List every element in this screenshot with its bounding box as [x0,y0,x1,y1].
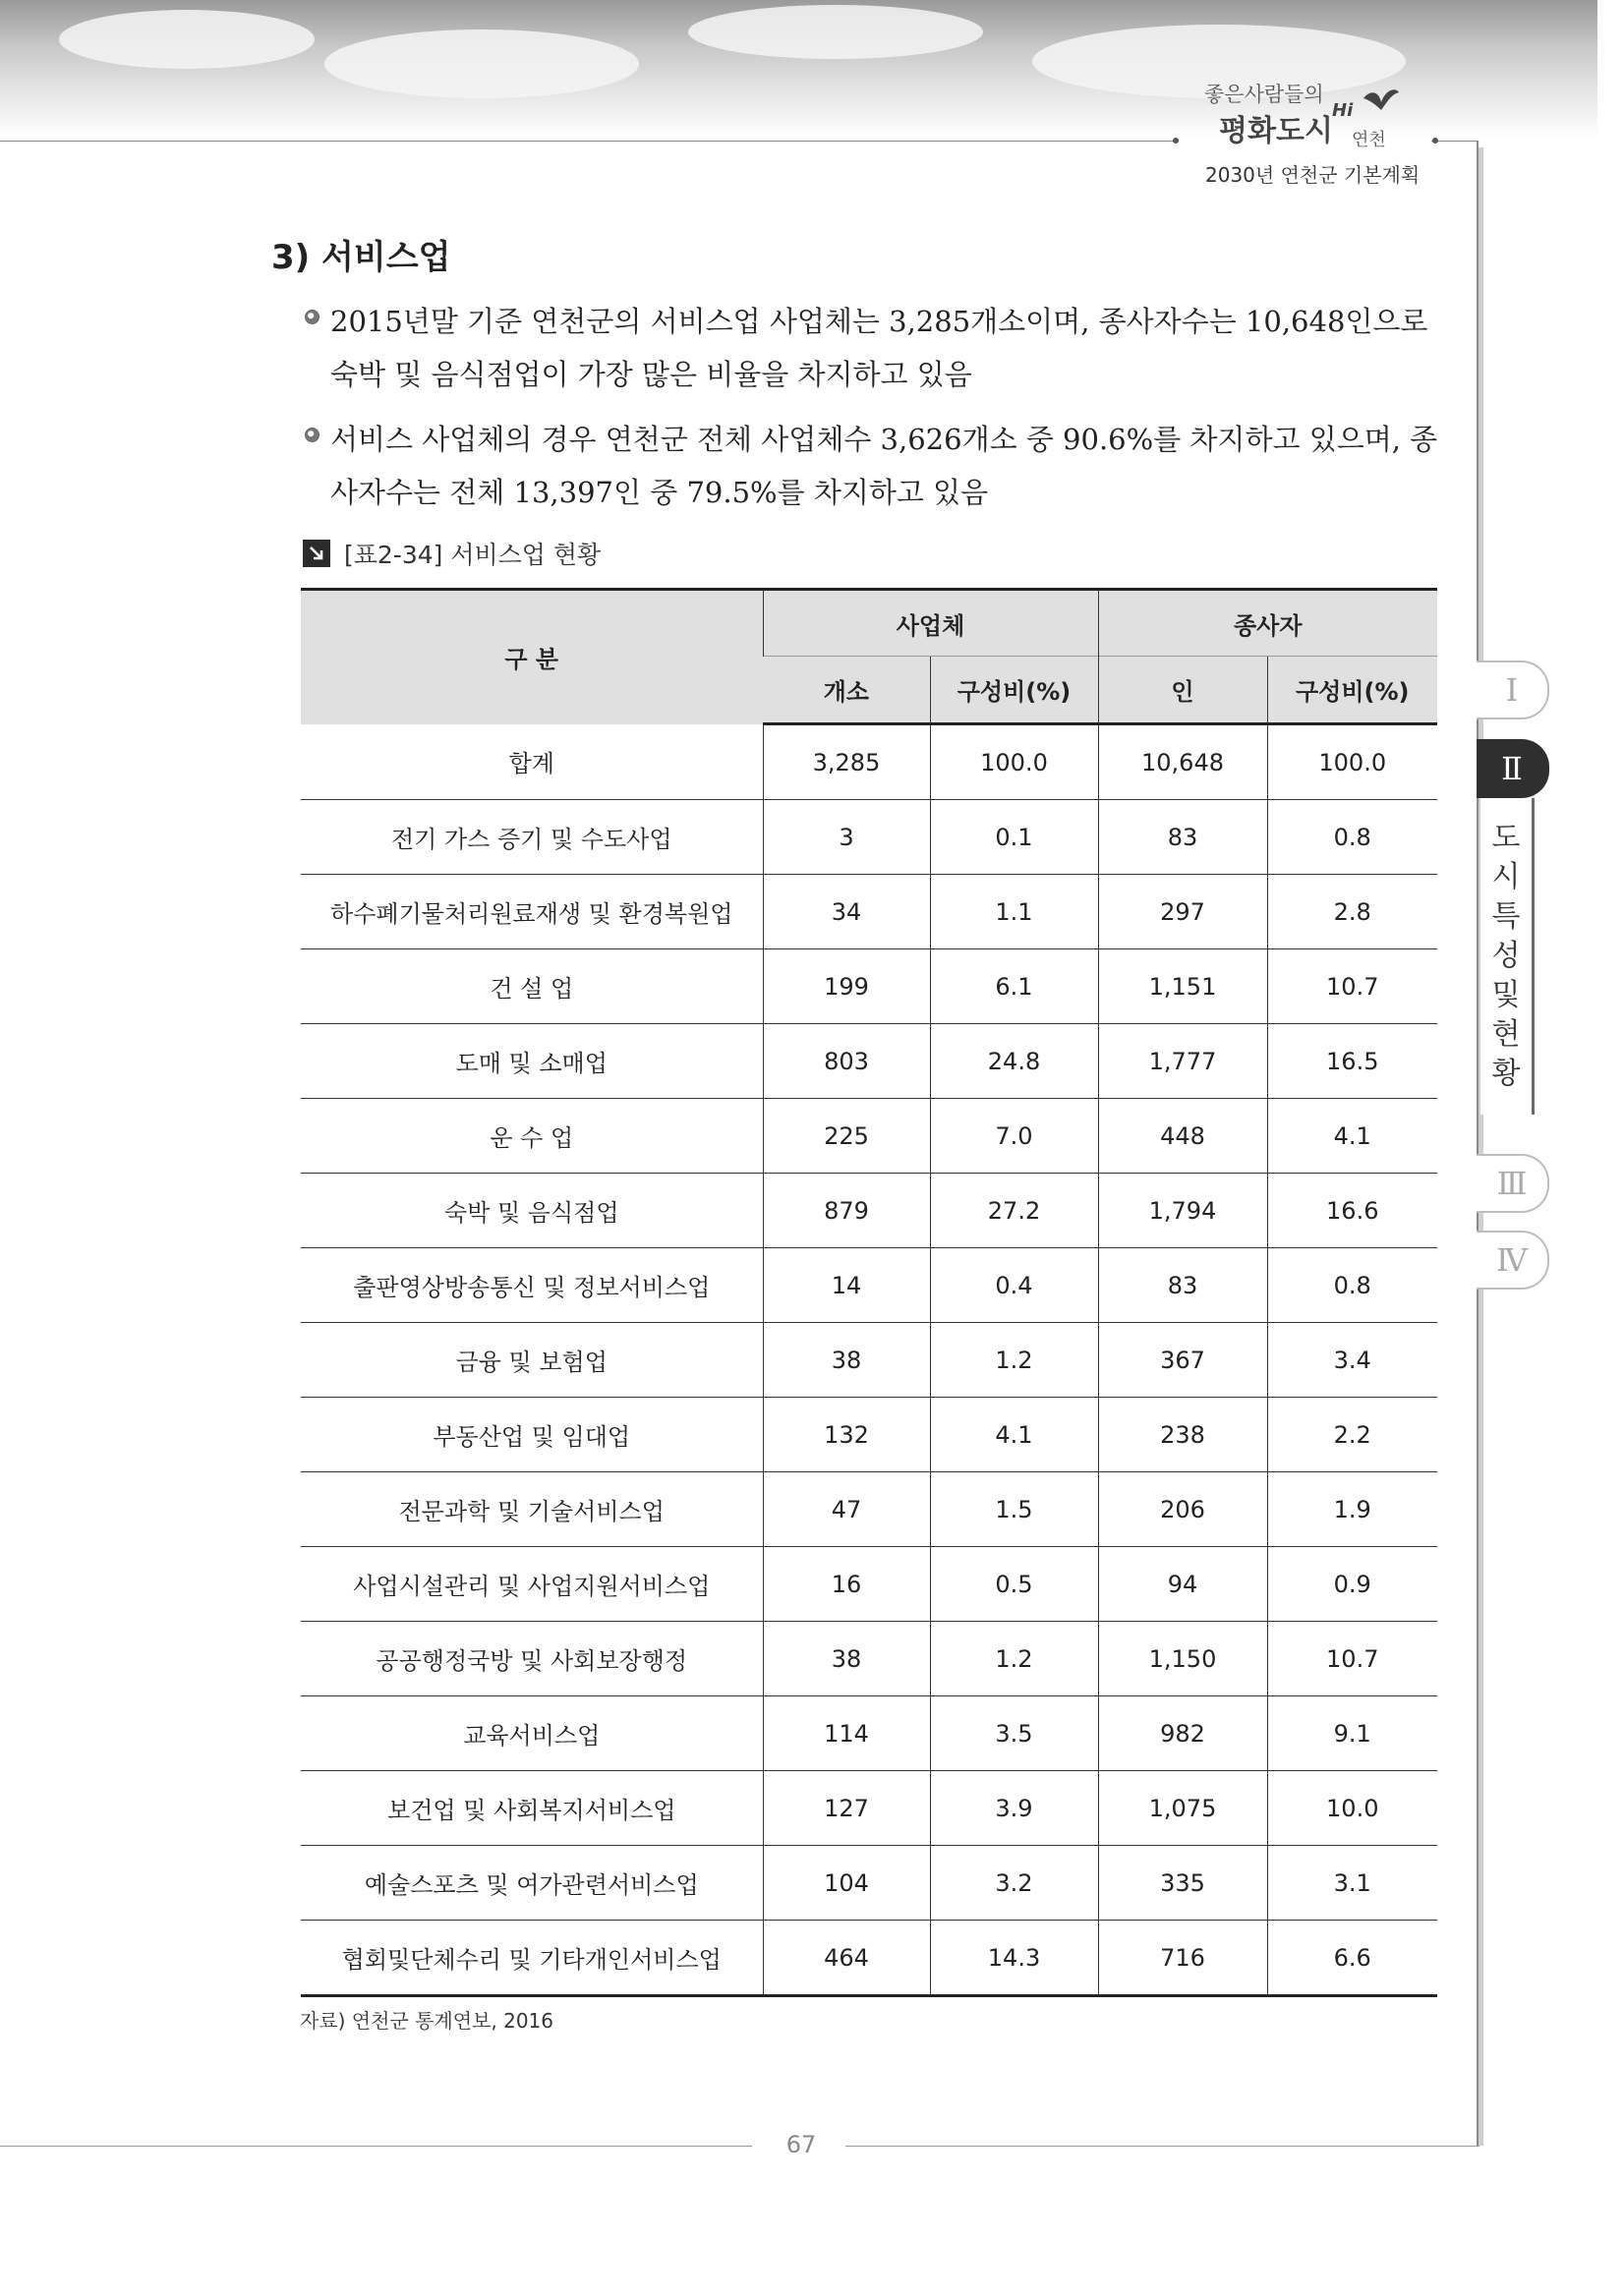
cell-ratio-business: 4.1 [930,1398,1098,1472]
cell-count: 14 [763,1248,930,1323]
table-row [301,1323,1437,1398]
cell-persons: 1,075 [1098,1771,1267,1846]
cell-ratio-business: 3.5 [930,1696,1098,1771]
cell-count: 114 [763,1696,930,1771]
plan-title: 2030년 연천군 기본계획 [1205,163,1421,187]
cell-category: 협회및단체수리 및 기타개인서비스업 [301,1921,763,1996]
chapter-tab-4[interactable]: Ⅳ [1477,1231,1549,1290]
header-group-business: 사업체 [763,590,1098,657]
cell-persons: 297 [1098,875,1267,949]
table-source: 자료) 연천군 통계연보, 2016 [300,2009,554,2033]
cell-count: 47 [763,1472,930,1547]
cell-ratio-business: 1.1 [930,875,1098,949]
cell-ratio-business: 3.9 [930,1771,1098,1846]
cell-persons: 10,648 [1098,724,1267,800]
cell-ratio-business: 0.4 [930,1248,1098,1323]
table-row [301,1248,1437,1323]
table-row [301,875,1437,949]
table-row [301,1696,1437,1771]
cell-ratio-business: 14.3 [930,1921,1098,1996]
cell-persons: 238 [1098,1398,1267,1472]
cell-count: 199 [763,949,930,1024]
table-body [301,724,1437,1996]
table-caption [303,536,601,571]
cell-count: 16 [763,1547,930,1622]
cell-category: 숙박 및 음식점업 [301,1174,763,1248]
chapter-tab-2[interactable]: Ⅱ [1477,739,1549,798]
chapter-label-char: 황 [1491,1057,1521,1091]
bird-icon [1362,86,1401,116]
table-row [301,1398,1437,1472]
arrow-down-right-icon [303,540,330,567]
chapter-label-char: 특 [1491,899,1521,934]
cell-ratio-workers: 10.7 [1267,1622,1437,1696]
cell-ratio-workers: 9.1 [1267,1696,1437,1771]
table-caption-text: [표2-34] 서비스업 현황 [344,541,602,569]
cell-count: 225 [763,1099,930,1174]
cell-ratio-workers: 1.9 [1267,1472,1437,1547]
header-col-ratio-business: 구성비(%) [930,657,1098,724]
chapter-label-char: 및 [1491,978,1521,1012]
bullet-item-1 [305,295,1455,401]
brand-hi: Hi [1332,100,1354,121]
cell-category: 도매 및 소매업 [301,1024,763,1099]
cell-ratio-workers: 2.2 [1267,1398,1437,1472]
cell-persons: 94 [1098,1547,1267,1622]
cell-count: 38 [763,1323,930,1398]
cell-ratio-workers: 3.1 [1267,1846,1437,1921]
cell-count: 104 [763,1846,930,1921]
cell-ratio-workers: 0.8 [1267,1248,1437,1323]
bullet-text-1: 2015년말 기준 연천군의 서비스업 사업체는 3,285개소이며, 종사자수는 10,648인으로 숙박 및 음식점업이 가장 많은 비율을 차지하고 있음 [330,305,1428,391]
cell-ratio-workers: 3.4 [1267,1323,1437,1398]
chapter-label-char: 현 [1491,1017,1521,1052]
cell-category: 예술스포츠 및 여가관련서비스업 [301,1846,763,1921]
cell-category: 사업시설관리 및 사업지원서비스업 [301,1547,763,1622]
cell-persons: 1,794 [1098,1174,1267,1248]
section-title: 3) 서비스업 [271,238,451,277]
cell-category: 출판영상방송통신 및 정보서비스업 [301,1248,763,1323]
cell-persons: 1,777 [1098,1024,1267,1099]
cell-persons: 1,151 [1098,949,1267,1024]
cell-ratio-business: 1.2 [930,1323,1098,1398]
cell-category: 교육서비스업 [301,1696,763,1771]
table-row [301,1099,1437,1174]
cell-category: 운 수 업 [301,1099,763,1174]
header-col-count: 개소 [763,657,930,724]
table-row [301,800,1437,875]
cell-persons: 367 [1098,1323,1267,1398]
cell-category: 건 설 업 [301,949,763,1024]
cell-ratio-workers: 2.8 [1267,875,1437,949]
cell-category: 합계 [301,724,763,800]
chapter-tab-3[interactable]: Ⅲ [1477,1154,1549,1213]
cell-ratio-business: 27.2 [930,1174,1098,1248]
header-rule-left [0,141,1175,142]
bullet-item-2 [305,413,1455,519]
brand-line1: 좋은사람들의 [1204,83,1324,106]
cell-ratio-business: 24.8 [930,1024,1098,1099]
chapter-label-char: 시 [1491,860,1521,894]
cell-persons: 335 [1098,1846,1267,1921]
cell-count: 127 [763,1771,930,1846]
cell-count: 3,285 [763,724,930,800]
chapter-label-char: 성 [1491,939,1521,973]
footer-rule-left [0,2146,752,2147]
cell-persons: 83 [1098,1248,1267,1323]
cell-ratio-business: 7.0 [930,1099,1098,1174]
chapter-tab-1[interactable]: Ⅰ [1477,660,1549,719]
cell-ratio-business: 0.1 [930,800,1098,875]
cell-persons: 716 [1098,1921,1267,1996]
table-row [301,1846,1437,1921]
cell-count: 464 [763,1921,930,1996]
cell-persons: 83 [1098,800,1267,875]
cell-category: 전문과학 및 기술서비스업 [301,1472,763,1547]
bullet-icon [305,428,319,442]
header-col-ratio-workers: 구성비(%) [1267,657,1437,724]
header-dot-left [1173,138,1179,144]
table-row [301,1622,1437,1696]
cell-ratio-workers: 4.1 [1267,1099,1437,1174]
cell-ratio-workers: 100.0 [1267,724,1437,800]
cell-category: 공공행정국방 및 사회보장행정 [301,1622,763,1696]
cell-category: 하수폐기물처리원료재생 및 환경복원업 [301,875,763,949]
brand-line2: 평화도시 [1219,114,1333,148]
cell-persons: 982 [1098,1696,1267,1771]
chapter-label-char: 도 [1491,821,1521,855]
footer-rule-right [845,2146,1479,2147]
cell-ratio-workers: 10.0 [1267,1771,1437,1846]
table-row [301,724,1437,800]
cell-count: 879 [763,1174,930,1248]
page-number: 67 [785,2131,817,2158]
cell-ratio-workers: 6.6 [1267,1921,1437,1996]
cell-ratio-business: 1.5 [930,1472,1098,1547]
table-row [301,1024,1437,1099]
cell-ratio-business: 3.2 [930,1846,1098,1921]
cell-category: 금융 및 보험업 [301,1323,763,1398]
header-rule-right [1431,141,1479,142]
cell-count: 38 [763,1622,930,1696]
cell-persons: 206 [1098,1472,1267,1547]
table-row [301,1547,1437,1622]
cell-category: 전기 가스 증기 및 수도사업 [301,800,763,875]
cell-persons: 448 [1098,1099,1267,1174]
table-row [301,1174,1437,1248]
header-category: 구 분 [301,590,763,724]
cell-ratio-workers: 0.8 [1267,800,1437,875]
cell-ratio-workers: 0.9 [1267,1547,1437,1622]
table-row [301,1921,1437,1996]
header-group-workers: 종사자 [1098,590,1437,657]
brand-city: 연천 [1352,130,1386,150]
header-dot-right [1432,138,1438,144]
cell-ratio-workers: 10.7 [1267,949,1437,1024]
cell-category: 보건업 및 사회복지서비스업 [301,1771,763,1846]
cell-count: 34 [763,875,930,949]
header-col-persons: 인 [1098,657,1267,724]
table-row [301,1771,1437,1846]
table-row [301,949,1437,1024]
cell-ratio-workers: 16.6 [1267,1174,1437,1248]
cell-ratio-business: 100.0 [930,724,1098,800]
bullet-icon [305,310,319,324]
cell-ratio-business: 6.1 [930,949,1098,1024]
chapter-tab-label [1480,798,1535,1115]
brand-logo [1185,79,1421,150]
cell-ratio-workers: 16.5 [1267,1024,1437,1099]
cell-persons: 1,150 [1098,1622,1267,1696]
bullet-text-2: 서비스 사업체의 경우 연천군 전체 사업체수 3,626개소 중 90.6%를 차지하고 있으며, 종사자수는 전체 13,397인 중 79.5%를 차지하고 있음 [330,423,1438,509]
cell-ratio-business: 0.5 [930,1547,1098,1622]
cell-ratio-business: 1.2 [930,1622,1098,1696]
cell-count: 3 [763,800,930,875]
page-frame-shadow [1479,147,1483,2146]
table-row [301,1472,1437,1547]
service-industry-table [301,588,1437,1997]
cell-count: 803 [763,1024,930,1099]
cell-category: 부동산업 및 임대업 [301,1398,763,1472]
cell-count: 132 [763,1398,930,1472]
